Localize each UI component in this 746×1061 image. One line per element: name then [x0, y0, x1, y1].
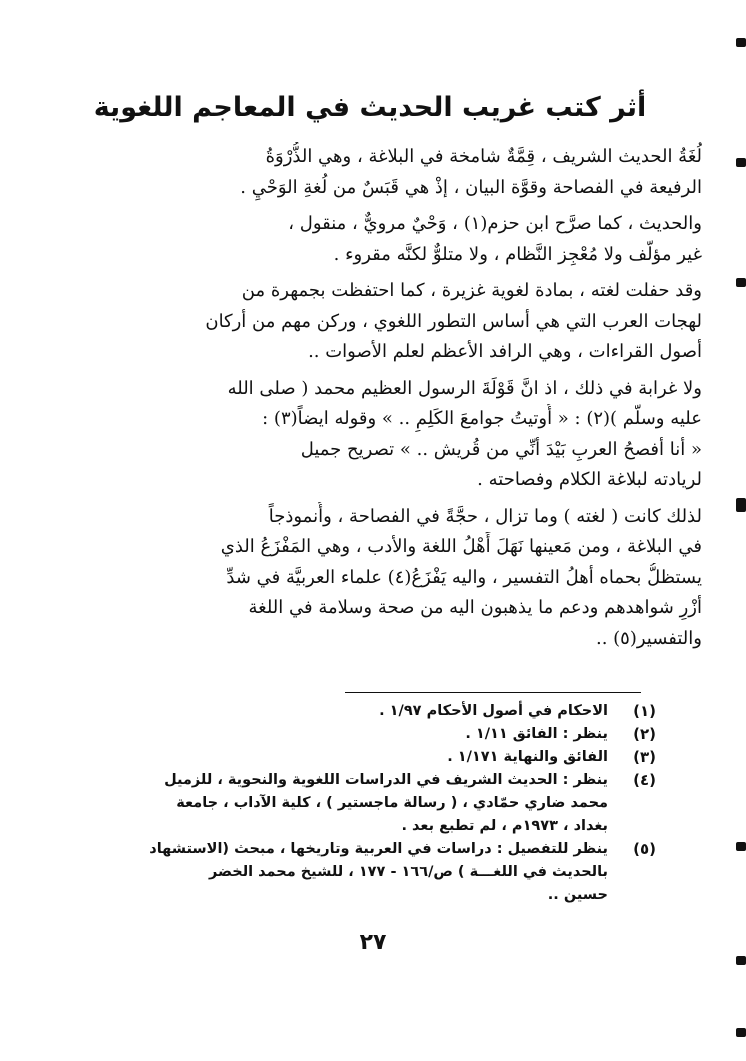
binding-mark	[736, 158, 746, 167]
footnote-5	[80, 838, 656, 907]
paragraph-5	[62, 502, 702, 655]
footnote-number: (١)	[633, 702, 656, 720]
paragraph-1	[62, 142, 702, 203]
footnote-2	[80, 723, 656, 746]
text-line: يستظلُّ بحماه أهلُ التفسير ، واليه يَفْزَعُ(٤) علماء العربيَّة في شدِّ	[226, 566, 702, 588]
text-line: « أنا أفصحُ العربِ بَيْدَ أنِّي من قُريش .. » تصريح جميل	[300, 438, 702, 460]
footnote-text: ينظر : الفائق ١/١١ .	[465, 726, 608, 742]
footnote-text: بالحديث في اللغـــة ) ص/١٦٦ - ١٧٧ ، للشيخ محمد الخضر	[208, 864, 608, 880]
text-line: لريادته لبلاغة الكلام وفصاحته .	[477, 469, 702, 490]
binding-mark	[736, 842, 746, 851]
footnote-text: ينظر : الحديث الشريف في الدراسات اللغوية والنحوية ، للزميل	[164, 772, 608, 788]
footnote-text: ينظر للتفصيل : دراسات في العربية وتاريخها ، مبحث (الاستشهاد	[149, 841, 608, 857]
footnote-number: (٢)	[633, 725, 656, 743]
text-line: ولا غرابة في ذلك ، اذ انَّ قَوْلَةَ الرسول العظيم محمد ( صلى الله	[227, 377, 702, 399]
footnote-number: (٣)	[633, 748, 656, 766]
text-line: لُغَةُ الحديث الشريف ، قِمَّةٌ شامخة في البلاغة ، وهي الذُّرْوَةُ	[265, 146, 702, 167]
text-line: الرفيعة في الفصاحة وقوَّة البيان ، إذْ هي قَبَسٌ من لُغةِ الوَحْيِ .	[240, 176, 702, 198]
footnote-4	[80, 769, 656, 838]
footnote-text: الاحكام في أصول الأحكام ١/٩٧ .	[379, 703, 608, 719]
paragraph-4	[62, 374, 702, 496]
footnote-text: بغداد ، ١٩٧٣م ، لم تطبع بعد .	[401, 818, 608, 834]
text-line: في البلاغة ، ومن مَعينها نَهَلَ أَهْلُ اللغة والأدب ، وهي المَفْزَعُ الذي	[220, 536, 702, 557]
page-number: ٢٧	[359, 930, 387, 955]
footnotes	[80, 700, 656, 907]
paragraph-3	[62, 276, 702, 368]
text-line: وقد حفلت لغته ، بمادة لغوية غزيرة ، كما احتفظت بجمهرة من	[241, 280, 702, 301]
text-line: أصول القراءات ، وهي الرافد الأعظم لعلم الأصوات ..	[308, 341, 702, 362]
text-line: غير مؤلَّف ولا مُعْجِز النَّظام ، ولا متلوٌّ لكنَّه مقروء .	[333, 243, 702, 265]
text-line: أزْرِ شواهدهم ودعم ما يذهبون اليه من صحة وسلامة في اللغة	[248, 597, 702, 618]
footnote-text: الفائق والنهاية ١/١٧١ .	[447, 749, 608, 765]
binding-mark	[736, 1028, 746, 1037]
text-line: والتفسير(٥) ..	[595, 627, 702, 649]
page-title: أثر كتب غريب الحديث في المعاجم اللغوية	[93, 92, 647, 124]
text-line: والحديث ، كما صرَّح ابن حزم(١) ، وَحْيٌ مرويٌّ ، منقول ،	[288, 213, 702, 234]
text-line: عليه وسلَّم )(٢) : « أُوتيتُ جوامعَ الكَلِمِ .. » وقوله ايضاً(٣) :	[262, 408, 702, 429]
body-text	[62, 142, 702, 654]
footnote-number: (٥)	[633, 840, 656, 858]
footnote-divider	[345, 692, 641, 693]
binding-mark	[736, 38, 746, 47]
footnote-3	[80, 746, 656, 769]
footnote-text: حسين ..	[547, 887, 608, 903]
paragraph-2	[62, 209, 702, 270]
text-line: لهجات العرب التي هي أساس التطور اللغوي ، وركن مهم من أركان	[205, 310, 702, 332]
binding-mark	[736, 498, 746, 512]
footnote-number: (٤)	[633, 771, 656, 789]
footnote-1	[80, 700, 656, 723]
binding-mark	[736, 956, 746, 965]
text-line: لذلك كانت ( لغته ) وما تزال ، حجَّةً في الفصاحة ، وأُنموذجاً	[268, 505, 702, 527]
footnote-text: محمد ضاري حمّادي ، ( رسالة ماجستير ) ، كلية الآداب ، جامعة	[176, 795, 608, 811]
binding-mark	[736, 278, 746, 287]
